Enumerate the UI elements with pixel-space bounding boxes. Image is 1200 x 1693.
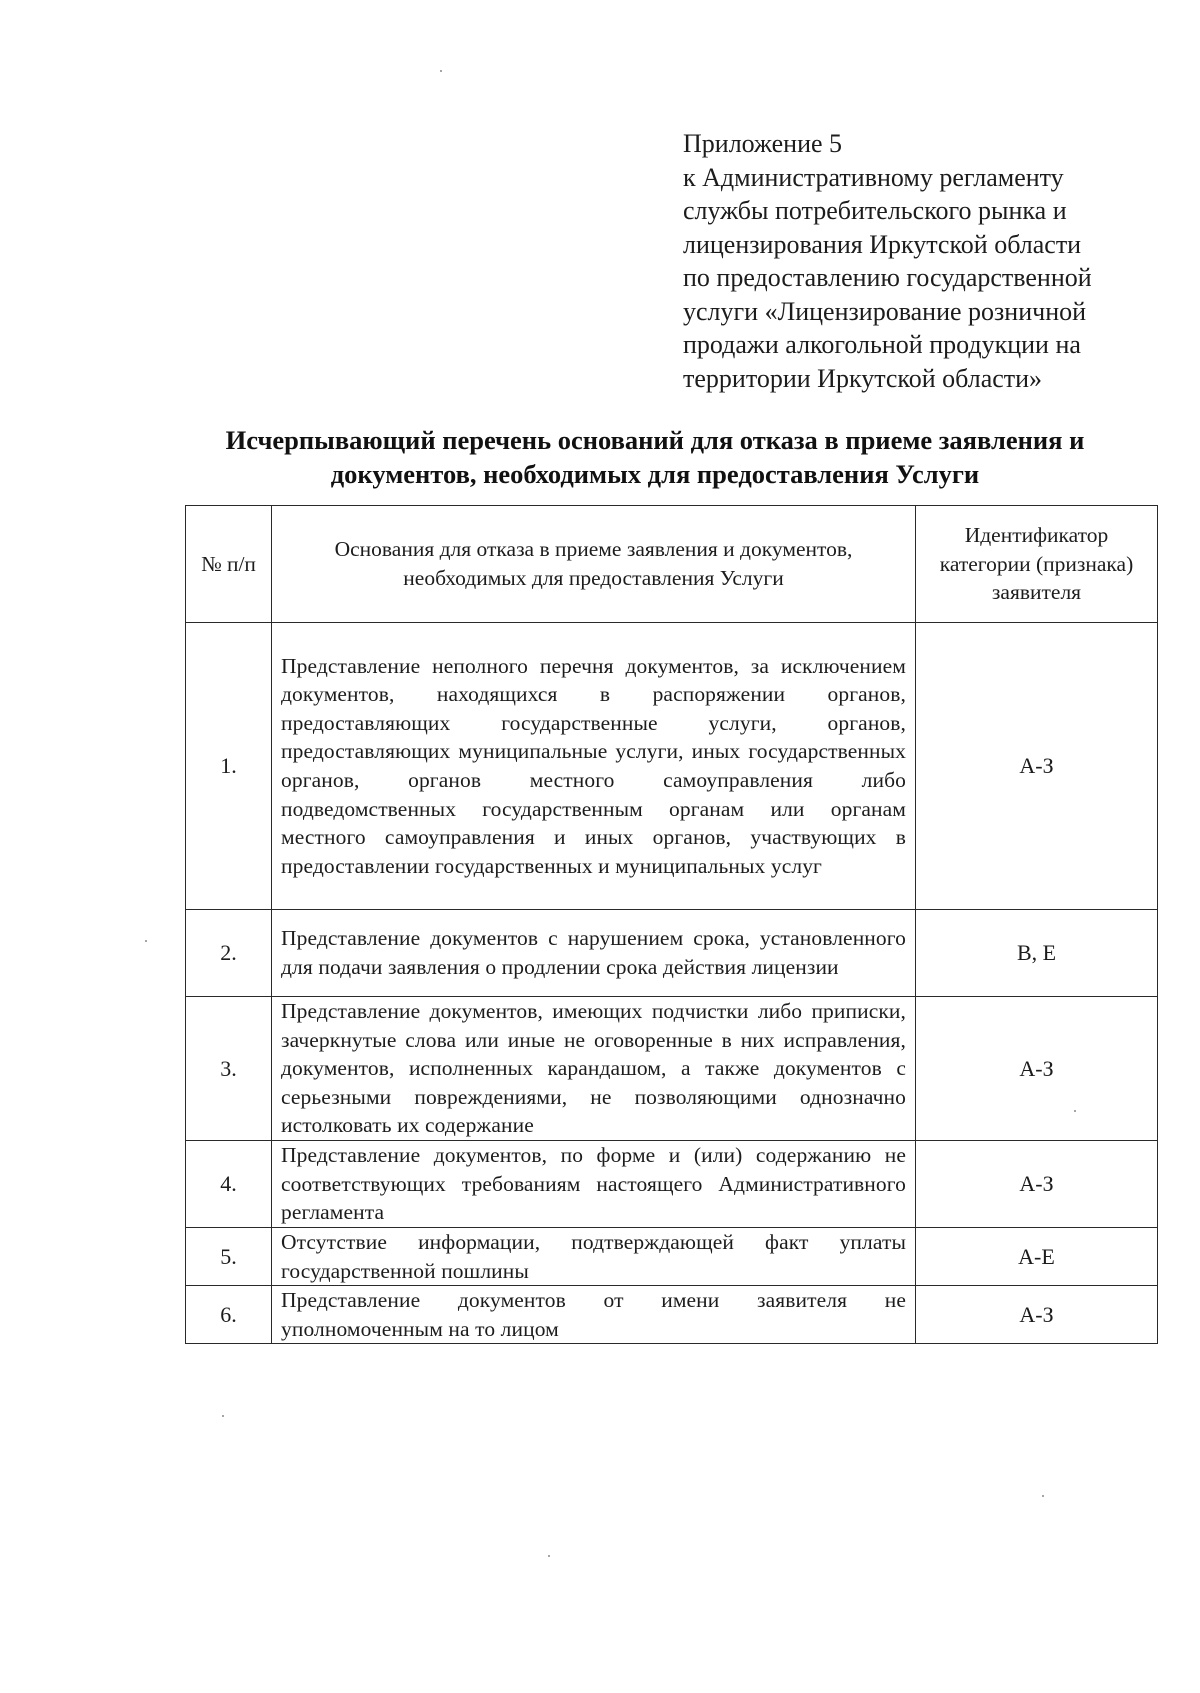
- row-number: 5.: [186, 1228, 272, 1286]
- row-identifier: А-З: [916, 1141, 1158, 1228]
- row-number: 4.: [186, 1141, 272, 1228]
- scan-speck: [1042, 1495, 1044, 1497]
- scan-speck: [1074, 1110, 1076, 1112]
- scan-speck: [222, 1415, 224, 1417]
- row-number: 1.: [186, 623, 272, 910]
- refusal-grounds-table: [185, 505, 1158, 1344]
- row-identifier: А-З: [916, 997, 1158, 1141]
- table-row: [186, 997, 1158, 1141]
- header-number: № п/п: [186, 506, 272, 623]
- appendix-line: услуги «Лицензирование розничной: [683, 296, 1087, 326]
- header-identifier: Идентификатор категории (признака) заявителя: [916, 506, 1158, 623]
- row-reason: Представление неполного перечня документов, за исключением документов, находящихся в распоряжении органов, предоставляющих государственные услуги, органов, предоставляющих муниципальные услуги, иных государственных органов, органов местного самоуправления либо подведомственных государственным органам или органам местного самоуправления и иных органов, участвующих в предоставлении государственных и муниципальных услуг: [272, 623, 916, 910]
- row-reason: Отсутствие информации, подтверждающей факт уплаты государственной пошлины: [272, 1228, 916, 1286]
- table-header-row: [186, 506, 1158, 623]
- document-title: [190, 423, 1120, 491]
- table-row: [186, 910, 1158, 997]
- title-line: Исчерпывающий перечень оснований для отказа в приеме заявления и: [225, 425, 1085, 455]
- row-number: 2.: [186, 910, 272, 997]
- scan-speck: [440, 70, 442, 72]
- appendix-line: Приложение 5: [683, 129, 843, 158]
- appendix-line: службы потребительского рынка и: [683, 196, 1067, 225]
- row-identifier: В, Е: [916, 910, 1158, 997]
- row-identifier: А-З: [916, 1286, 1158, 1344]
- table-row: [186, 1228, 1158, 1286]
- header-reason: Основания для отказа в приеме заявления и документов, необходимых для предоставления Услуги: [272, 506, 916, 623]
- appendix-line: продажи алкогольной продукции на: [683, 330, 1081, 359]
- row-identifier: А-З: [916, 623, 1158, 910]
- row-reason: Представление документов, по форме и (или) содержанию не соответствующих требованиям настоящего Административного регламента: [272, 1141, 916, 1228]
- table-row: [186, 1286, 1158, 1344]
- appendix-line: по предоставлению государственной: [683, 263, 1092, 292]
- table-row: [186, 623, 1158, 910]
- appendix-line: к Административному регламенту: [683, 162, 1064, 192]
- appendix-line: лицензирования Иркутской области: [683, 229, 1082, 259]
- table-row: [186, 1141, 1158, 1228]
- scan-speck: [548, 1555, 550, 1557]
- row-number: 6.: [186, 1286, 272, 1344]
- appendix-line: территории Иркутской области»: [683, 363, 1043, 393]
- row-number: 3.: [186, 997, 272, 1141]
- appendix-header: [683, 127, 1153, 395]
- row-reason: Представление документов с нарушением срока, установленного для подачи заявления о продлении срока действия лицензии: [272, 910, 916, 997]
- title-line: документов, необходимых для предоставления Услуги: [330, 459, 980, 489]
- row-identifier: А-Е: [916, 1228, 1158, 1286]
- row-reason: Представление документов от имени заявителя не уполномоченным на то лицом: [272, 1286, 916, 1344]
- row-reason: Представление документов, имеющих подчистки либо приписки, зачеркнутые слова или иные не оговоренные в них исправления, документов, исполненных карандашом, а также документов с серьезными повреждениями, не позволяющими однозначно истолковать их содержание: [272, 997, 916, 1141]
- scan-speck: [145, 940, 147, 942]
